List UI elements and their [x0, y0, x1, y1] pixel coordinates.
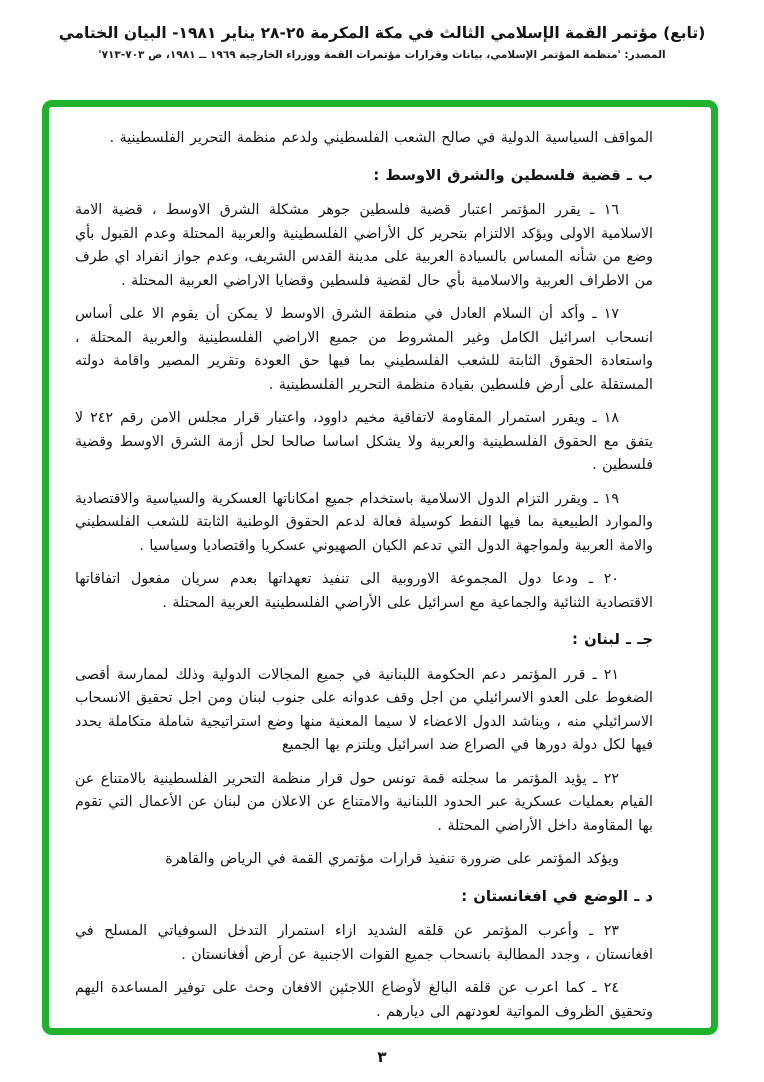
body-paragraph: ٢٢ ـ يؤيد المؤتمر ما سجلته قمة تونس حول قرار منظمة التحرير الفلسطينية بالامتناع عن القيام بعمليات عسكرية عبر الحدود اللبنانية والامتناع عن الاعلان من لبنان عن الأعمال التي تقوم بها المقاومة داخل الأراضي المحتلة . — [75, 770, 653, 834]
green-border-content-box — [42, 100, 718, 1035]
section-heading: د ـ الوضع في افغانستان : — [461, 887, 653, 905]
page-header — [40, 24, 724, 61]
body-paragraph: ٢٤ ـ كما اعرب عن قلقه البالغ لأوضاع اللاجئين الافغان وحث على توفير المساعدة اليهم وتحقيق الظروف المواتية لعودتهم الى ديارهم . — [75, 980, 653, 1020]
section-heading: ب ـ قضية فلسطين والشرق الاوسط : — [373, 166, 653, 184]
section-heading: جـ ـ لبنان : — [572, 631, 653, 648]
document-title: (تابع) مؤتمر القمة الإسلامي الثالث في مكة المكرمة ٢٥-٢٨ يناير ١٩٨١- البيان الختامي — [58, 24, 706, 42]
document-source: المصدر: 'منظمة المؤتمر الإسلامي، بيانات وقرارات مؤتمرات القمة ووزراء الخارجية ١٩٦٩ ــ ١٩٨١، ص ٧٠٣-٧١٣' — [98, 49, 666, 61]
body-paragraph: ٢١ ـ قرر المؤتمر دعم الحكومة اللبنانية في جميع المجالات الدولية وذلك لممارسة أقصى الضغوط على العدو الاسرائيلي من اجل وقف عدوانه على جنوب لبنان ومن اجل تحقيق الانسحاب الاسرائيلي منه ، ويناشد الدول الاعضاء لا سيما المعنية منها وضع استراتيجية شاملة متكاملة يحدد فيها لكل دولة دورها في الصراع ضد اسرائيل ويلتزم بها الجميع — [75, 666, 653, 753]
body-paragraph: ١٧ ـ وأكد أن السلام العادل في منطقة الشرق الاوسط لا يمكن أن يقوم الا على أساس انسحاب اسرائيل الكامل وغير المشروط من جميع الاراضي الفلسطينية والعربية المحتلة ، واستعادة الحقوق الثابتة للشعب الفلسطيني بما فيها حق العودة وتقرير المصير واقامة دولته المستقلة على أرض فلسطين بقيادة منظمة التحرير الفلسطينية . — [75, 306, 653, 393]
body-paragraph: ١٦ ـ يقرر المؤتمر اعتبار قضية فلسطين جوهر مشكلة الشرق الاوسط ، قضية الامة الاسلامية الاولى ويؤكد الالتزام بتحرير كل الأراضي الفلسطينية والعربية المحتلة وعدم القبول بأي وضع من شأنه المساس بالسيادة العربية على مدينة القدس الشريف، وعدم جواز انفراد اي طرف من الاطراف العربية والاسلامية بأي حال لقضية فلسطين وقضايا الاراضي العربية المحتلة . — [75, 202, 653, 289]
page-number: ٣ — [377, 1048, 387, 1066]
body-paragraph: ٢٠ ـ ودعا دول المجموعة الاوروبية الى تنفيذ تعهداتها بعدم سريان مفعول اتفاقاتها الاقتصادية الثنائية والجماعية مع اسرائيل على الأراضي الفلسطينية العربية المحتلة . — [75, 571, 653, 611]
body-paragraph: ٢٣ ـ وأعرب المؤتمر عن قلقه الشديد ازاء استمرار التدخل السوفياتي المسلح في افغانستان ، وجدد المطالبة بانسحاب جميع القوات الاجنبية عن أرض أفغانستان . — [75, 923, 653, 963]
body-paragraph: ١٨ ـ ويقرر استمرار المقاومة لاتفاقية مخيم داوود، واعتبار قرار مجلس الامن رقم ٢٤٢ لا يتفق مع الحقوق الفلسطينية والعربية ولا يشكل اساسا صالحا لحل أزمة الشرق الاوسط وقضية فلسطين . — [75, 410, 653, 473]
body-paragraph: ويؤكد المؤتمر على ضرورة تنفيذ قرارات مؤتمري القمة في الرياض والقاهرة — [165, 851, 619, 867]
document-body — [75, 127, 653, 1024]
body-paragraph: ١٩ ـ ويقرر التزام الدول الاسلامية باستخدام جميع امكاناتها العسكرية والسياسية والاقتصادية والموارد الطبيعية بما فيها النفط كوسيلة فعالة لدعم الحقوق الوطنية الثابتة للشعب الفلسطيني والامة العربية ولمواجهة الدول التي تدعم الكيان الصهيوني عسكريا واقتصاديا وسياسيا . — [75, 490, 653, 554]
body-paragraph: المواقف السياسية الدولية في صالح الشعب الفلسطيني ولدعم منظمة التحرير الفلسطينية . — [109, 130, 653, 146]
